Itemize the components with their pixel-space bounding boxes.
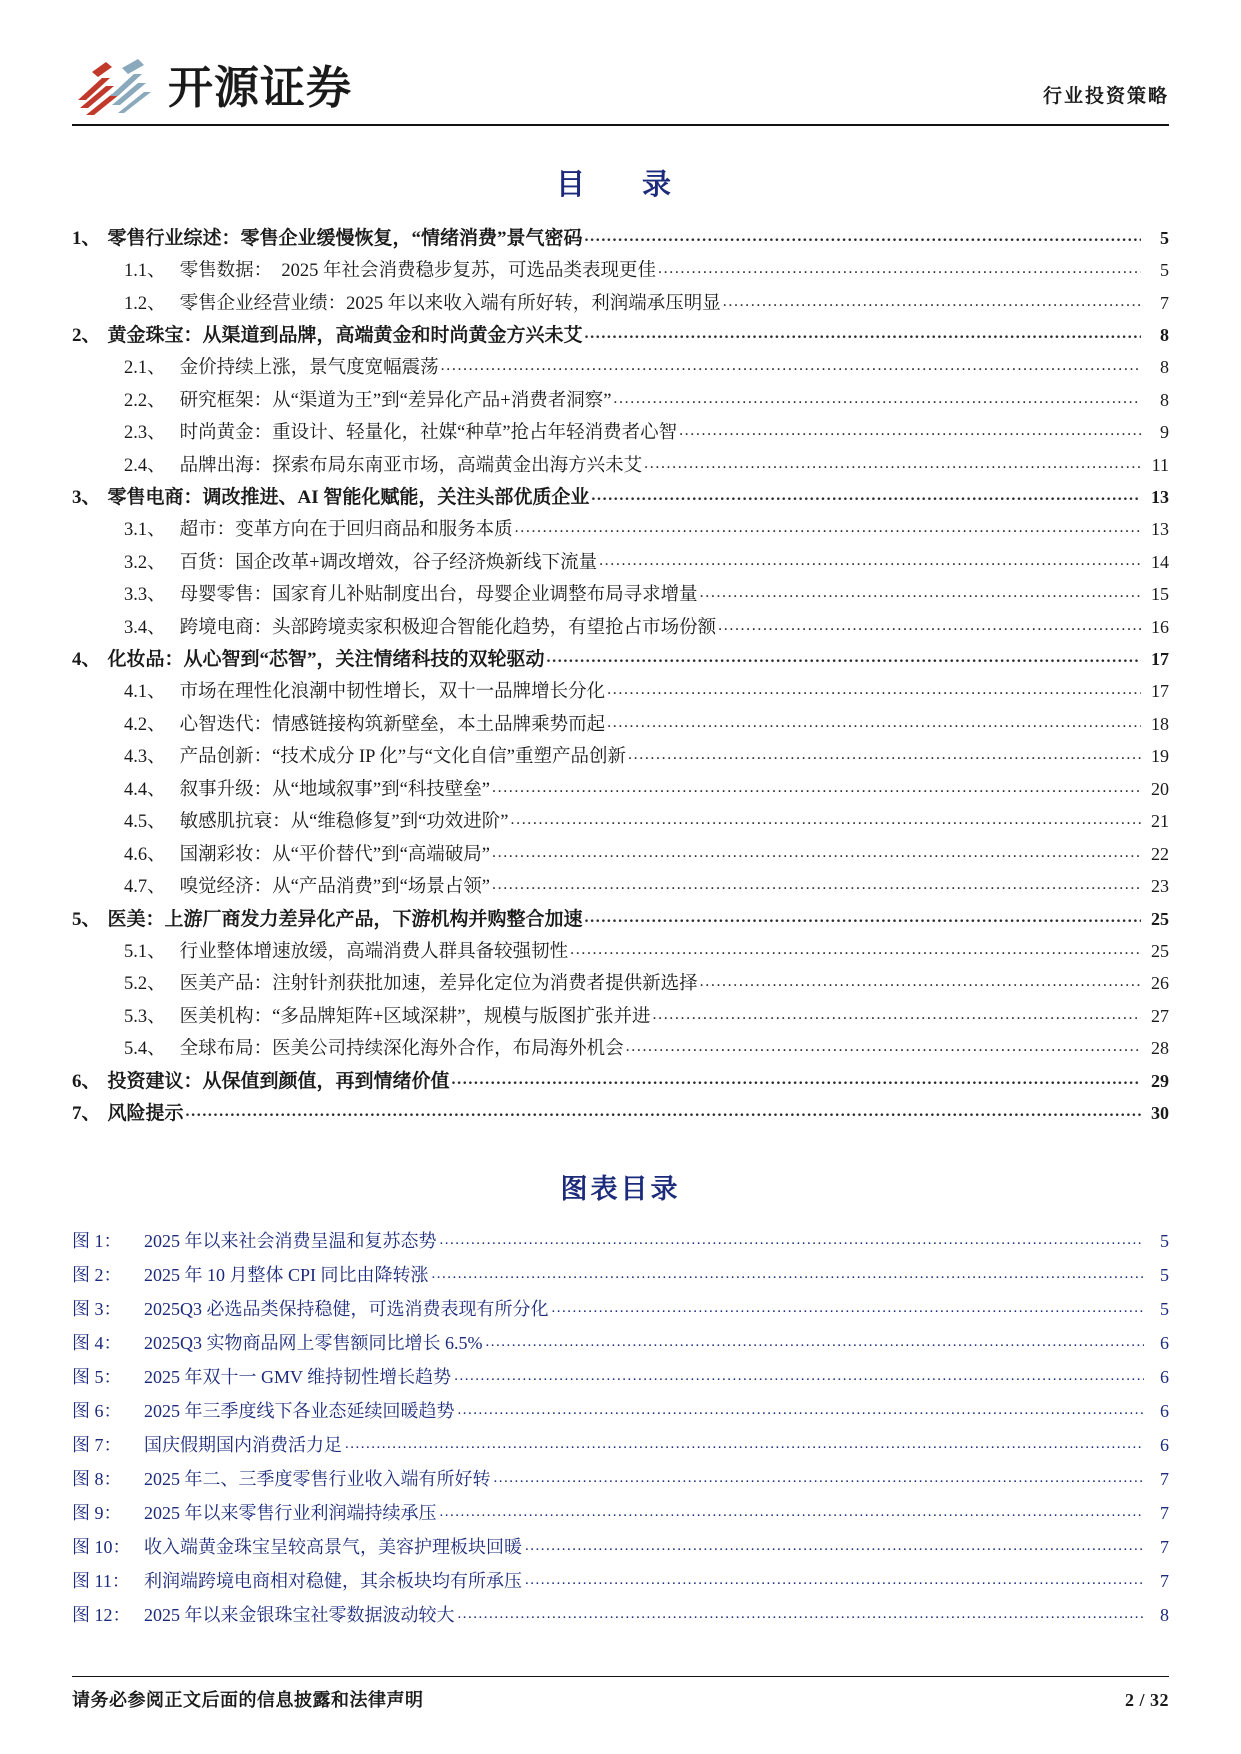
toc-entry-number: 7、 [72,1102,101,1124]
toc-entry-number: 3、 [72,487,101,508]
toc-leader-dots [628,747,1141,763]
figure-index-text: 收入端黄金珠宝呈较高景气，美容护理板块回暖 [144,1536,522,1557]
toc-entry[interactable] [72,910,1169,929]
toc-leader-dots [591,488,1141,504]
toc-entry-page: 17 [1151,681,1169,701]
figure-index-entry[interactable] [72,1402,1169,1421]
figure-index-entry[interactable] [72,1266,1169,1285]
toc-entry-label: 医美：上游厂商发力差异化产品，下游机构并购整合加速 [107,908,583,930]
figure-index-entry[interactable] [72,1470,1169,1489]
toc-entry-number: 4、 [72,649,101,670]
toc-leader-dots [585,229,1141,245]
figure-index-text: 利润端跨境电商相对稳健，其余板块均有所承压 [144,1570,522,1591]
toc-entry-label: 叙事升级：从“地域叙事”到“科技壁垒” [179,779,490,800]
figure-index-text: 2025 年三季度线下各业态延续回暖趋势 [144,1400,455,1421]
figure-index-label: 图 6： [72,1400,122,1421]
toc-entry[interactable] [72,1007,1169,1027]
toc-entry-label: 研究框架：从“渠道为王”到“差异化产品+消费者洞察” [179,390,612,411]
toc-leader-dots [511,812,1142,828]
figure-leader-dots [454,1369,1144,1384]
toc-entry[interactable] [72,488,1169,507]
figure-index-page: 7 [1160,1536,1169,1557]
toc-entry-label: 零售电商：调改推进、AI 智能化赋能，关注头部优质企业 [107,487,590,508]
figure-index [0,1232,1241,1625]
toc-leader-dots [492,780,1141,796]
toc-entry-number: 5.1、 [124,941,166,962]
figure-index-text: 2025 年双十一 GMV 维持韧性增长趋势 [144,1366,452,1387]
toc-entry-number: 6、 [72,1070,101,1092]
toc-entry-page: 15 [1151,584,1169,604]
toc-leader-dots [723,294,1141,310]
toc-entry-label: 心智迭代：情感链接构筑新壁垒，本土品牌乘势而起 [179,714,606,735]
toc-entry[interactable] [72,942,1169,962]
figure-index-entry[interactable] [72,1606,1169,1625]
toc-leader-dots [718,618,1141,634]
figure-index-entry[interactable] [72,1436,1169,1455]
figure-index-entry[interactable] [72,1538,1169,1557]
toc-entry[interactable] [72,1072,1169,1091]
kaiyuan-logo-icon [72,56,154,118]
figure-index-page: 7 [1160,1468,1169,1489]
figure-index-label: 图 4： [72,1332,122,1353]
figure-index-label: 图 9： [72,1502,122,1523]
toc-leader-dots [186,1104,1141,1120]
toc-entry-number: 3.2、 [124,552,166,573]
toc-leader-dots [570,942,1141,958]
toc-entry[interactable] [72,618,1169,638]
toc-entry[interactable] [72,650,1169,669]
figure-index-entry[interactable] [72,1300,1169,1319]
figure-index-entry[interactable] [72,1504,1169,1523]
document-type-label: 行业投资策略 [1042,86,1169,107]
figure-leader-dots [440,1233,1145,1248]
toc-entry-number: 4.3、 [124,747,166,767]
toc-entry[interactable] [72,229,1169,248]
figure-index-label: 图 3： [72,1298,122,1319]
toc-entry[interactable] [72,585,1169,605]
figure-index-entry[interactable] [72,1232,1169,1251]
figure-index-text: 2025 年以来社会消费呈温和复苏态势 [144,1230,437,1251]
figure-index-page: 5 [1160,1298,1169,1319]
toc-entry-page: 5 [1160,260,1169,280]
toc-entry-label: 医美产品：注射针剂获批加速，差异化定位为消费者提供新选择 [179,974,698,994]
toc-entry[interactable] [72,520,1169,540]
toc-entry-number: 3.1、 [124,520,166,540]
toc-entry-page: 25 [1151,940,1169,961]
toc-entry-number: 1.1、 [124,261,166,281]
toc-entry-page: 8 [1160,325,1169,345]
toc-entry-label: 跨境电商：头部跨境卖家积极迎合智能化趋势，有望抢占市场份额 [179,617,717,638]
toc-entry-page: 28 [1151,1038,1169,1058]
toc-entry-label: 零售企业经营业绩：2025 年以来收入端有所好转，利润端承压明显 [179,293,721,314]
toc-entry-page: 30 [1151,1102,1169,1123]
toc-entry-page: 13 [1151,487,1169,507]
toc-entry-page: 8 [1160,389,1169,410]
figure-leader-dots [525,1573,1144,1588]
toc-entry-number: 2、 [72,325,101,346]
toc-entry[interactable] [72,682,1169,702]
toc-entry-label: 产品创新：“技术成分 IP 化”与“文化自信”重塑产品创新 [179,747,627,767]
footer-page-number: 2 / 32 [1124,1690,1169,1710]
toc-entry[interactable] [72,812,1169,832]
toc-entry[interactable] [72,780,1169,800]
figure-leader-dots [552,1301,1145,1316]
figure-index-entry[interactable] [72,1368,1169,1387]
toc-entry-number: 2.3、 [124,423,166,443]
toc-entry-page: 8 [1160,357,1169,377]
toc-entry-label: 母婴零售：国家育儿补贴制度出台，母婴企业调整布局寻求增量 [179,585,698,605]
toc-entry-label: 超市：变革方向在于回归商品和服务本质 [179,520,513,540]
toc-entry-page: 18 [1151,713,1169,734]
toc-leader-dots [653,1007,1142,1023]
toc-entry-page: 5 [1160,228,1169,248]
figure-index-page: 6 [1160,1366,1169,1387]
toc-leader-dots [679,423,1141,439]
toc-entry-number: 4.2、 [124,714,166,735]
toc-entry[interactable] [72,715,1169,735]
figure-index-page: 7 [1160,1570,1169,1591]
toc-entry-page: 22 [1151,843,1169,864]
toc-entry[interactable] [72,1039,1169,1059]
figure-index-page: 6 [1160,1332,1169,1353]
toc-entry-number: 1.2、 [124,293,166,314]
figure-index-text: 国庆假期国内消费活力足 [144,1434,342,1455]
toc-entry[interactable] [72,326,1169,345]
toc-entry-label: 化妆品：从心智到“芯智”，关注情绪科技的双轮驱动 [107,649,545,670]
toc-entry[interactable] [72,261,1169,281]
page-footer [72,1676,1169,1712]
toc-leader-dots [613,391,1141,407]
brand-name: 开源证券 [168,61,353,113]
toc-entry-page: 23 [1151,876,1169,896]
toc-entry-label: 零售数据： 2025 年社会消费稳步复苏，可选品类表现更佳 [179,261,657,281]
toc-entry-label: 国潮彩妆：从“平价替代”到“高端破局” [179,844,490,865]
toc-entry-label: 全球布局：医美公司持续深化海外合作，布局海外机会 [179,1039,624,1059]
figure-index-page: 6 [1160,1434,1169,1455]
figure-index-text: 2025 年以来零售行业利润端持续承压 [144,1502,437,1523]
figure-index-text: 2025 年以来金银珠宝社零数据波动较大 [144,1604,455,1625]
toc-leader-dots [599,553,1141,569]
toc-entry-number: 4.1、 [124,682,166,702]
toc-entry-label: 时尚黄金：重设计、轻量化，社媒“种草”抢占年轻消费者心智 [179,423,678,443]
figure-index-label: 图 12： [72,1604,131,1625]
toc-leader-dots [607,682,1141,698]
toc-entry-page: 9 [1160,422,1169,442]
toc-entry-number: 5.4、 [124,1039,166,1059]
page-header [0,0,1241,118]
toc-entry-page: 11 [1151,454,1169,475]
figure-index-label: 图 11： [72,1570,130,1591]
figure-leader-dots [432,1267,1144,1282]
figure-leader-dots [458,1607,1145,1622]
figure-leader-dots [440,1505,1145,1520]
toc-entry-number: 2.1、 [124,358,166,378]
toc-entry[interactable] [72,358,1169,378]
figure-index-text: 2025 年二、三季度零售行业收入端有所好转 [144,1468,491,1489]
toc-leader-dots [626,1039,1141,1055]
footer-divider [72,1676,1169,1677]
toc-entry-page: 19 [1151,746,1169,766]
toc-entry-label: 嗅觉经济：从“产品消费”到“场景占领” [179,877,490,897]
toc-leader-dots [700,974,1141,990]
toc-entry-number: 4.6、 [124,844,166,865]
toc-leader-dots [441,358,1141,374]
toc-entry-label: 零售行业综述：零售企业缓慢恢复，“情绪消费”景气密码 [107,228,583,249]
toc-entry-label: 黄金珠宝：从渠道到品牌，高端黄金和时尚黄金方兴未艾 [107,325,583,346]
toc-entry[interactable] [72,747,1169,767]
toc-entry-label: 医美机构：“多品牌矩阵+区域深耕”，规模与版图扩张并进 [179,1006,651,1027]
toc-entry-page: 16 [1151,616,1169,637]
figure-index-page: 6 [1160,1400,1169,1421]
toc-entry[interactable] [72,974,1169,994]
figure-leader-dots [486,1335,1145,1350]
figure-leader-dots [345,1437,1144,1452]
toc-leader-dots [492,845,1141,861]
figure-index-title: 图表目录 [560,1173,681,1204]
toc-leader-dots [515,520,1141,536]
toc-entry-label: 市场在理性化浪潮中韧性增长，双十一品牌增长分化 [179,682,606,702]
toc-entry-page: 25 [1151,908,1169,929]
toc-entry-number: 5.3、 [124,1006,166,1027]
table-of-contents [0,229,1241,1123]
toc-entry-number: 5、 [72,908,101,930]
toc-entry-label: 风险提示 [107,1102,184,1124]
toc-entry-page: 20 [1151,778,1169,799]
toc-entry-label: 行业整体增速放缓，高端消费人群具备较强韧性 [179,941,569,962]
figure-leader-dots [494,1471,1145,1486]
figure-index-label: 图 10： [72,1536,131,1557]
toc-leader-dots [658,261,1141,277]
toc-entry-page: 14 [1151,551,1169,572]
toc-leader-dots [700,585,1141,601]
toc-entry-label: 金价持续上涨，景气度宽幅震荡 [179,358,439,378]
toc-entry-number: 4.4、 [124,779,166,800]
figure-index-page: 5 [1160,1264,1169,1285]
figure-index-page: 7 [1160,1502,1169,1523]
toc-entry-number: 3.4、 [124,617,166,638]
figure-index-page: 8 [1160,1604,1169,1625]
figure-index-text: 2025 年 10 月整体 CPI 同比由降转涨 [144,1264,429,1285]
toc-entry[interactable] [72,423,1169,443]
toc-entry-page: 13 [1151,519,1169,539]
toc-entry-number: 4.5、 [124,812,166,832]
figure-index-text: 2025Q3 必选品类保持稳健，可选消费表现有所分化 [144,1298,549,1319]
toc-entry[interactable] [72,877,1169,897]
toc-entry-label: 敏感肌抗衰：从“维稳修复”到“功效进阶” [179,812,509,832]
header-divider [72,124,1169,126]
toc-entry-number: 4.7、 [124,877,166,897]
figure-index-label: 图 7： [72,1434,122,1455]
toc-entry-page: 26 [1151,973,1169,993]
figure-leader-dots [525,1539,1144,1554]
toc-leader-dots [585,910,1141,926]
figure-index-text: 2025Q3 实物商品网上零售额同比增长 6.5% [144,1332,483,1353]
toc-leader-dots [452,1072,1141,1088]
toc-leader-dots [547,650,1141,666]
toc-entry-label: 百货：国企改革+调改增效，谷子经济焕新线下流量 [179,552,598,573]
toc-entry-number: 1、 [72,228,101,249]
toc-entry-label: 投资建议：从保值到颜值，再到情绪价值 [107,1070,450,1092]
toc-entry-page: 29 [1151,1070,1169,1091]
figure-index-page: 5 [1160,1230,1169,1251]
toc-leader-dots [585,326,1141,342]
toc-entry-number: 2.4、 [124,455,166,476]
figure-index-label: 图 2： [72,1264,122,1285]
toc-entry-page: 27 [1151,1005,1169,1026]
toc-entry-page: 17 [1151,649,1169,669]
figure-index-entry[interactable] [72,1572,1169,1591]
figure-leader-dots [458,1403,1145,1418]
toc-leader-dots [492,877,1141,893]
figure-index-label: 图 8： [72,1468,122,1489]
toc-entry-number: 3.3、 [124,585,166,605]
brand-lockup [72,56,352,118]
toc-entry[interactable] [72,456,1169,476]
toc-entry-number: 2.2、 [124,390,166,411]
toc-entry[interactable] [72,294,1169,314]
toc-entry-number: 5.2、 [124,974,166,994]
toc-entry-label: 品牌出海：探索布局东南亚市场，高端黄金出海方兴未艾 [179,455,643,476]
figure-index-entry[interactable] [72,1334,1169,1353]
toc-leader-dots [607,715,1141,731]
toc-entry[interactable] [72,391,1169,411]
toc-leader-dots [644,456,1141,472]
toc-entry[interactable] [72,845,1169,865]
footer-disclaimer: 请务必参阅正文后面的信息披露和法律声明 [72,1690,424,1710]
figure-index-label: 图 1： [72,1230,122,1251]
toc-entry[interactable] [72,553,1169,573]
figure-index-label: 图 5： [72,1366,122,1387]
toc-entry[interactable] [72,1104,1169,1123]
toc-entry-page: 21 [1151,811,1169,831]
toc-entry-page: 7 [1160,292,1169,313]
page-title: 目 录 [555,169,685,201]
